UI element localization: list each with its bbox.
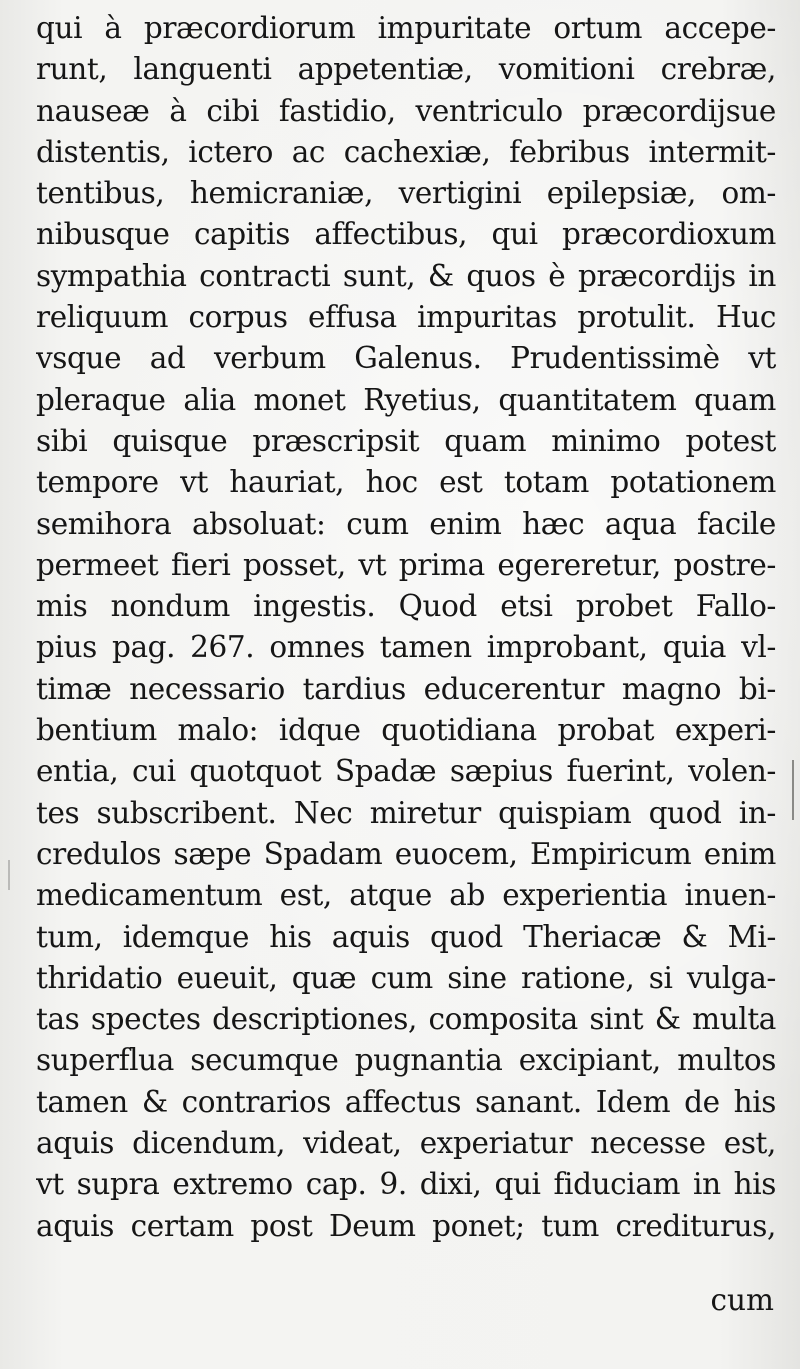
text-line: aquis dicendum, videat, experiatur necesse est, xyxy=(36,1126,776,1161)
text-line: tempore vt hauriat, hoc est totam potationem xyxy=(36,465,776,500)
text-line: semihora absoluat: cum enim hæc aqua facile xyxy=(36,506,776,541)
text-line: timæ necessario tardius educerentur magno bi- xyxy=(36,671,776,706)
catchword: cum xyxy=(710,1283,774,1317)
page-edge-mark xyxy=(792,760,794,820)
text-line: vsque ad verbum Galenus. Prudentissimè vt xyxy=(36,341,776,376)
text-line: tas spectes descriptiones, composita sint & multa xyxy=(36,1002,776,1037)
page-edge-mark xyxy=(8,860,10,890)
text-line: mis nondum ingestis. Quod etsi probet Fallo- xyxy=(36,589,776,624)
text-line: pleraque alia monet Ryetius, quantitatem quam xyxy=(36,382,776,417)
text-line: runt, languenti appetentiæ, vomitioni crebræ, xyxy=(36,52,776,87)
text-line: sibi quisque præscripsit quam minimo potest xyxy=(36,423,776,458)
text-line: tentibus, hemicraniæ, vertigini epilepsiæ, om- xyxy=(36,176,776,211)
text-line: tum, idemque his aquis quod Theriacæ & Mi- xyxy=(36,919,776,954)
text-line: tamen & contrarios affectus sanant. Idem de his xyxy=(36,1084,776,1119)
text-line: sympathia contracti sunt, & quos è præcordijs in xyxy=(36,258,776,293)
text-line: aquis certam post Deum ponet; tum crediturus, xyxy=(36,1208,776,1243)
text-line: bentium malo: idque quotidiana probat experi- xyxy=(36,713,776,748)
text-line: distentis, ictero ac cachexiæ, febribus intermit- xyxy=(36,134,776,169)
text-line: vt supra extremo cap. 9. dixi, qui fiduciam in his xyxy=(36,1167,776,1202)
text-line: tes subscribent. Nec miretur quispiam quod in- xyxy=(36,795,776,830)
text-line: medicamentum est, atque ab experientia inuen- xyxy=(36,878,776,913)
text-line: permeet fieri posset, vt prima egereretur, postre- xyxy=(36,547,776,582)
text-line: nibusque capitis affectibus, qui præcordioxum xyxy=(36,217,776,252)
text-line: reliquum corpus effusa impuritas protulit. Huc xyxy=(36,300,776,335)
text-line: pius pag. 267. omnes tamen improbant, quia vl- xyxy=(36,630,776,665)
text-line: thridatio eueuit, quæ cum sine ratione, si vulga- xyxy=(36,960,776,995)
text-line: superflua secumque pugnantia excipiant, multos xyxy=(36,1043,776,1078)
text-line: credulos sæpe Spadam euocem, Empiricum enim xyxy=(36,836,776,871)
body-text xyxy=(36,8,776,1247)
text-line: entia, cui quotquot Spadæ sæpius fuerint, volen- xyxy=(36,754,776,789)
text-line: qui à præcordiorum impuritate ortum accepe- xyxy=(36,11,776,45)
text-line: nauseæ à cibi fastidio, ventriculo præcordijsue xyxy=(36,93,776,128)
